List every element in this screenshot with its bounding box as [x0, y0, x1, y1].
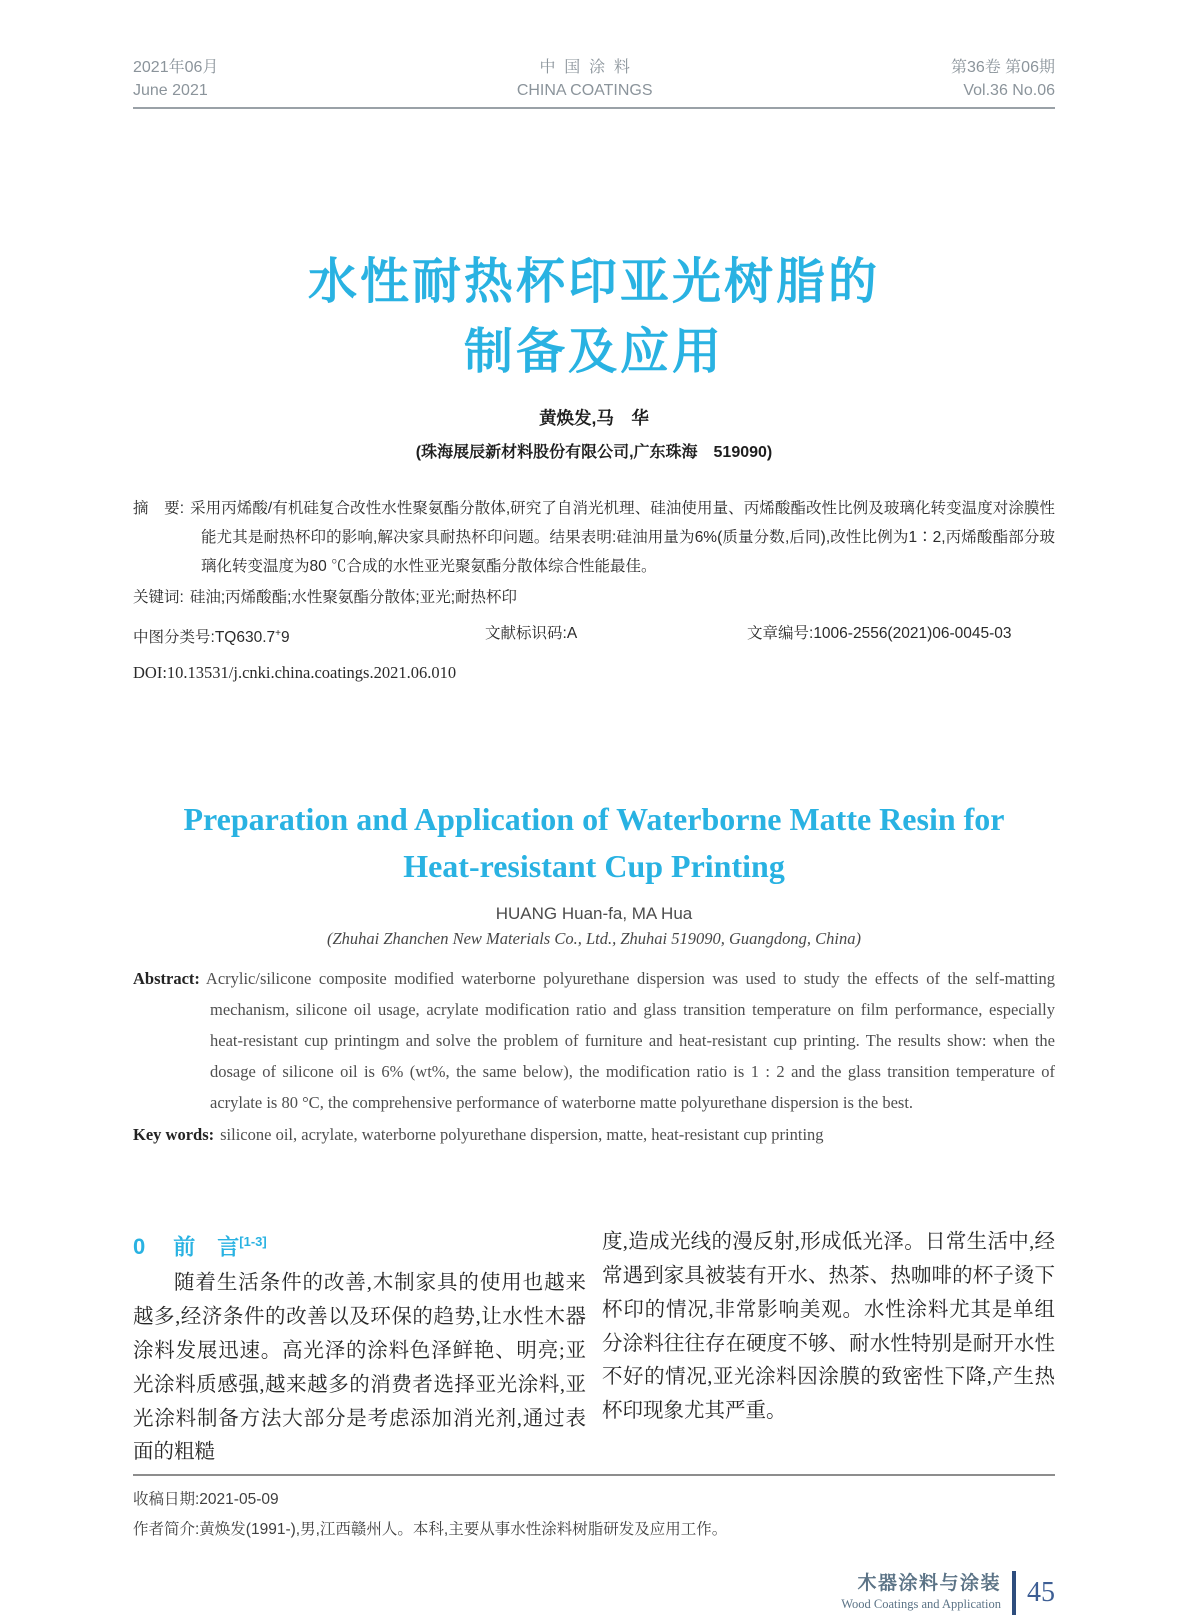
keywords-en-text: silicone oil, acrylate, waterborne polyurethane dispersion, matte, heat-resistant cup printing [220, 1125, 824, 1145]
header-issue-date [133, 56, 218, 102]
article-title-en-line1: Preparation and Application of Waterborne Matte Resin for [183, 801, 1005, 838]
author-bio: 作者简介:黄焕发(1991-),男,江西赣州人。本科,主要从事水性涂料树脂研发及应用工作。 [133, 1520, 728, 1538]
clc-superscript: + [275, 628, 281, 639]
journal-name-zh: 中国涂料 [539, 59, 639, 76]
article-number [747, 621, 1012, 651]
abstract-en-text: Acrylic/silicone composite modified waterborne polyurethane dispersion was used to study the effects of the self-matting mechanism, silicone oil usage, acrylate modification ratio and glass transition temperature on film performance, especially heat-resistant cup printingm and solve the problem of furniture and heat-resistant cup printing. The results show: when the dosage of silicone oil is 6% (wt%, the same below), the modification ratio is 1 : 2 and the glass transition temperature of acrylate is 80 °C, the comprehensive performance of waterborne matte polyurethane dispersion is the best. [205, 969, 1055, 1113]
classification-row [133, 621, 1055, 651]
journal-header [133, 56, 1055, 102]
journal-name-en: CHINA COATINGS [516, 82, 653, 99]
abstract-zh-text: 采用丙烯酸/有机硅复合改性水性聚氨酯分散体,研究了自消光机理、硅油使用量、丙烯酸酯改性比例及玻璃化转变温度对涂膜性能尤其是耐热杯印的影响,解决家具耐热杯印问题。结果表明:硅油用量为6%(质量分数,后同),改性比例为1∶2,丙烯酸酯部分玻璃化转变温度为80 ℃合成的水性亚光聚氨酯分散体综合性能最佳。 [190, 500, 1055, 575]
article-title-zh [133, 247, 1055, 387]
abstract-zh-label: 摘 要: [133, 500, 185, 517]
footer-journal-name [841, 1572, 1012, 1613]
abstract-en [133, 963, 1055, 1118]
page-number: 45 [1027, 1576, 1055, 1608]
footer-journal-en: Wood Coatings and Application [841, 1597, 1001, 1612]
intro-right-column [602, 1226, 1055, 1470]
article-number-value: 1006-2556(2021)06-0045-03 [813, 625, 1012, 642]
header-divider [133, 107, 1055, 109]
header-volume-issue [951, 56, 1055, 102]
volume-issue-zh: 第36卷 第06期 [950, 59, 1055, 76]
document-code-value: A [566, 625, 578, 642]
keywords-en [133, 1119, 1055, 1150]
article-title-en [133, 796, 1055, 890]
doi-line: DOI:10.13531/j.cnki.china.coatings.2021.06.010 [133, 663, 457, 683]
article-title-zh-line1: 水性耐热杯印亚光树脂的 [307, 255, 880, 309]
affiliation-zh: (珠海展辰新材料股份有限公司,广东珠海 519090) [415, 444, 773, 461]
clc-value: TQ630.7 [214, 629, 276, 647]
issue-date-en: June 2021 [133, 82, 208, 99]
abstract-zh [133, 494, 1055, 581]
section-reference-superscript: [1-3] [239, 1234, 267, 1250]
volume-issue-en: Vol.36 No.06 [963, 82, 1055, 99]
footer-journal-mark [133, 1571, 1055, 1615]
clc-number [133, 621, 485, 651]
section-title: 前 言 [173, 1234, 240, 1260]
intro-left-column [133, 1226, 586, 1470]
document-code-label: 文献标识码: [485, 625, 567, 642]
footer-divider-bar [1012, 1571, 1016, 1615]
keywords-zh [133, 585, 1055, 611]
affiliation-en: (Zhuhai Zhanchen New Materials Co., Ltd., Zhuhai 519090, Guangdong, China) [327, 929, 861, 949]
authors-en: HUANG Huan-fa, MA Hua [495, 904, 693, 924]
article-title-zh-line2: 制备及应用 [463, 325, 724, 379]
intro-paragraph-left: 随着生活条件的改善,木制家具的使用也越来越多,经济条件的改善以及环保的趋势,让水性木器涂料发展迅速。高光泽的涂料色泽鲜艳、明亮;亚光涂料质感强,越来越多的消费者选择亚光涂料,亚光涂料制备方法大部分是考虑添加消光剂,通过表面的粗糙 [133, 1272, 586, 1464]
issue-date-zh: 2021年06月 [133, 59, 219, 76]
article-title-en-line2: Heat-resistant Cup Printing [403, 848, 785, 885]
keywords-zh-text: 硅油;丙烯酸酯;水性聚氨酯分散体;亚光;耐热杯印 [189, 589, 518, 606]
intro-paragraph-right: 度,造成光线的漫反射,形成低光泽。日常生活中,经常遇到家具被装有开水、热茶、热咖啡的杯子烫下杯印的情况,非常影响美观。水性涂料尤其是单组分涂料往往存在硬度不够、耐水性特别是耐开水性不好的情况,亚光涂料因涂膜的致密性下降,产生热杯印现象尤其严重。 [602, 1231, 1055, 1423]
article-number-label: 文章编号: [747, 625, 814, 642]
footnote-block [133, 1485, 1055, 1545]
keywords-en-label: Key words: [133, 1125, 215, 1145]
clc-suffix: 9 [280, 629, 290, 647]
authors-zh: 黄焕发,马 华 [539, 408, 649, 428]
section-number: 0 [133, 1234, 146, 1260]
received-date: 收稿日期:2021-05-09 [133, 1490, 279, 1508]
header-journal-name [517, 56, 653, 102]
footer-journal-zh: 木器涂料与涂装 [857, 1573, 1001, 1595]
footnote-divider [133, 1474, 1055, 1476]
section-0-heading [133, 1226, 586, 1263]
introduction-columns [133, 1226, 1055, 1470]
clc-label: 中图分类号: [133, 629, 215, 647]
abstract-en-label: Abstract: [133, 969, 200, 989]
document-code [485, 621, 747, 651]
keywords-zh-label: 关键词: [133, 589, 184, 606]
